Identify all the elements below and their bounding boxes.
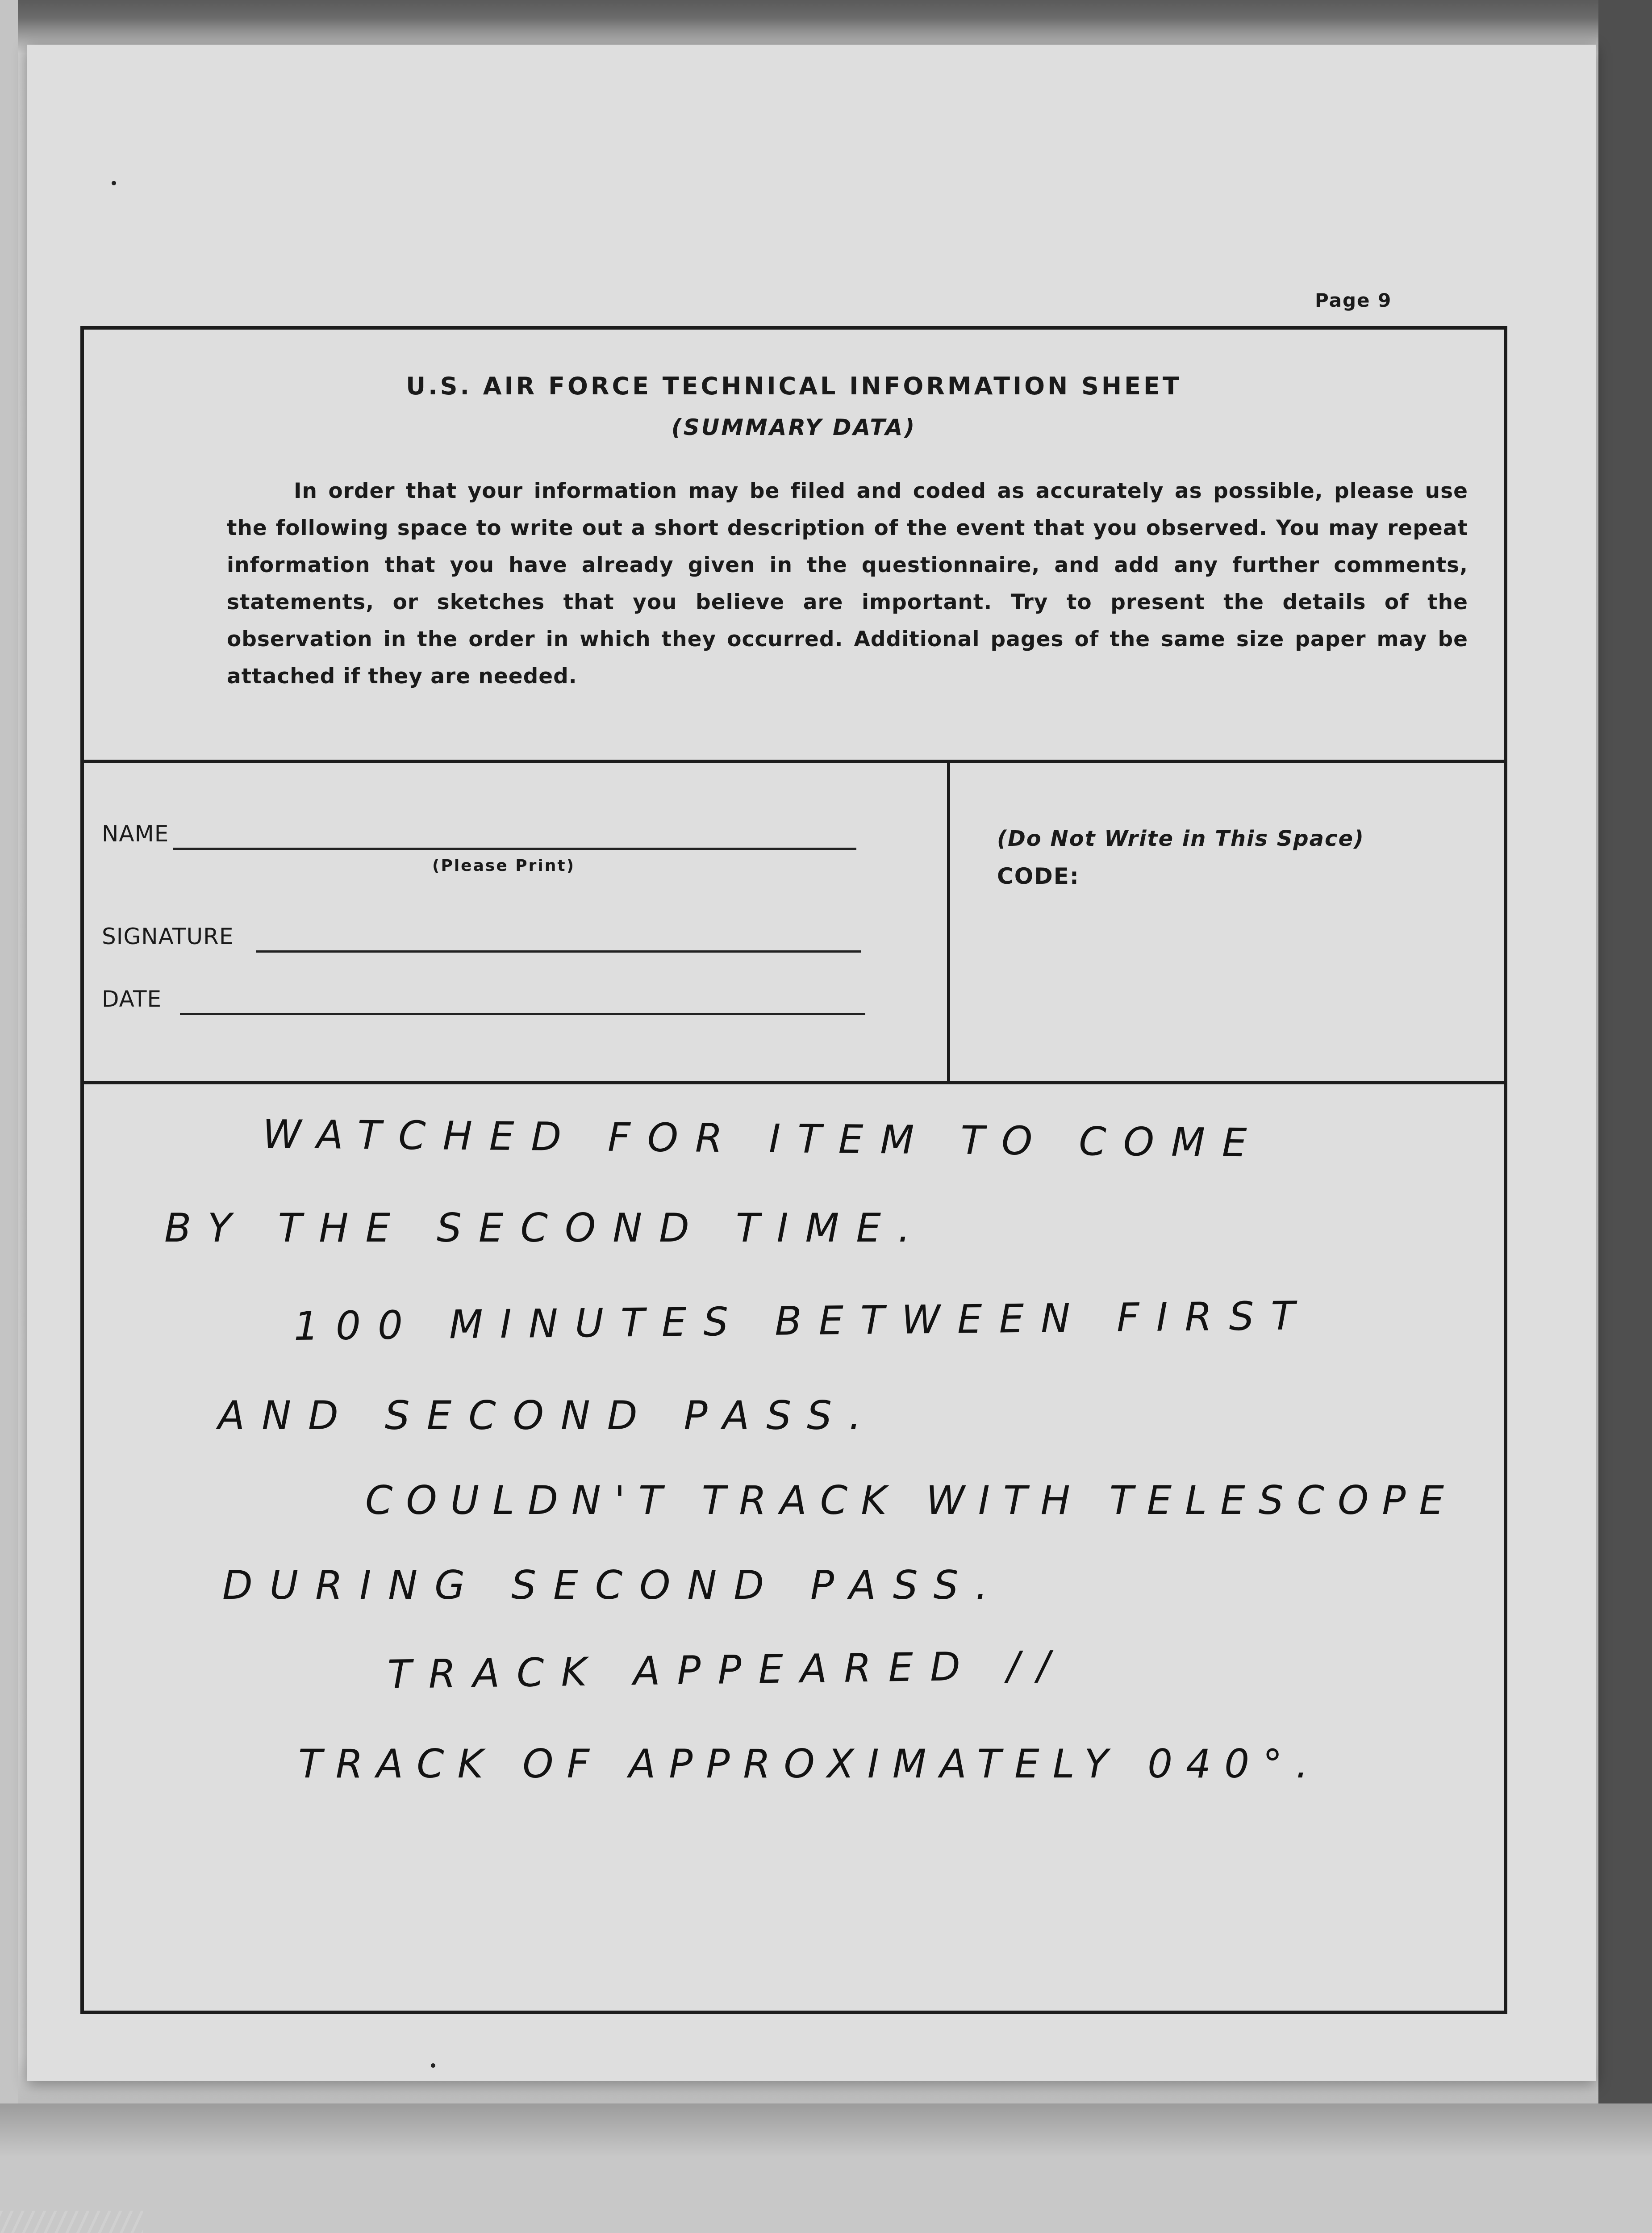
handwritten-line: DURING SECOND PASS. — [222, 1562, 1005, 1608]
scan-left-edge — [0, 0, 18, 2108]
form-subtitle: (SUMMARY DATA) — [671, 414, 917, 440]
official-use-box — [950, 763, 1509, 1081]
form-header-section — [84, 330, 1504, 763]
form-title: U.S. AIR FORCE TECHNICAL INFORMATION SHEET — [406, 372, 1182, 400]
name-label: NAME — [102, 821, 169, 847]
scan-lower-backdrop — [0, 2103, 1652, 2233]
handwritten-line: WATCHED FOR ITEM TO COME — [262, 1111, 1264, 1166]
dust-speck — [431, 2063, 435, 2068]
film-scratches — [0, 2211, 143, 2233]
name-print-hint: (Please Print) — [432, 857, 576, 875]
description-section — [84, 1084, 1504, 2011]
signature-field[interactable] — [256, 950, 861, 953]
signature-label: SIGNATURE — [102, 924, 234, 949]
summary-form — [80, 326, 1507, 2014]
date-field[interactable] — [180, 1013, 865, 1015]
handwritten-line: 100 MINUTES BETWEEN FIRST — [293, 1292, 1312, 1349]
official-use-note: (Do Not Write in This Space) — [997, 826, 1364, 851]
handwritten-line: TRACK OF APPROXIMATELY 040°. — [298, 1741, 1322, 1787]
handwritten-line: AND SECOND PASS. — [218, 1392, 878, 1438]
handwritten-line: COULDN'T TRACK WITH TELESCOPE — [365, 1477, 1457, 1523]
date-label: DATE — [102, 986, 162, 1012]
form-instructions: In order that your information may be filed and coded as accurately as possible, please use the following space to write out a short description of the event that you observed. You may repeat information that you have already given in the questionnaire, and add any further comments, statements, or sketches that you believe are important. Try to present the details of the observation in the order in which they occurred. Additional pages of the same size paper may be attached if they are needed. — [227, 479, 1468, 689]
handwritten-line: TRACK APPEARED // — [387, 1642, 1068, 1698]
scan-right-edge — [1598, 0, 1652, 2121]
code-label: CODE: — [997, 863, 1080, 889]
page-number: Page 9 — [1315, 289, 1392, 311]
observer-info-section — [84, 763, 1504, 1084]
dust-speck — [112, 181, 116, 185]
name-field[interactable] — [173, 848, 856, 850]
observer-fields — [84, 763, 950, 1081]
handwritten-line: BY THE SECOND TIME. — [164, 1205, 927, 1251]
